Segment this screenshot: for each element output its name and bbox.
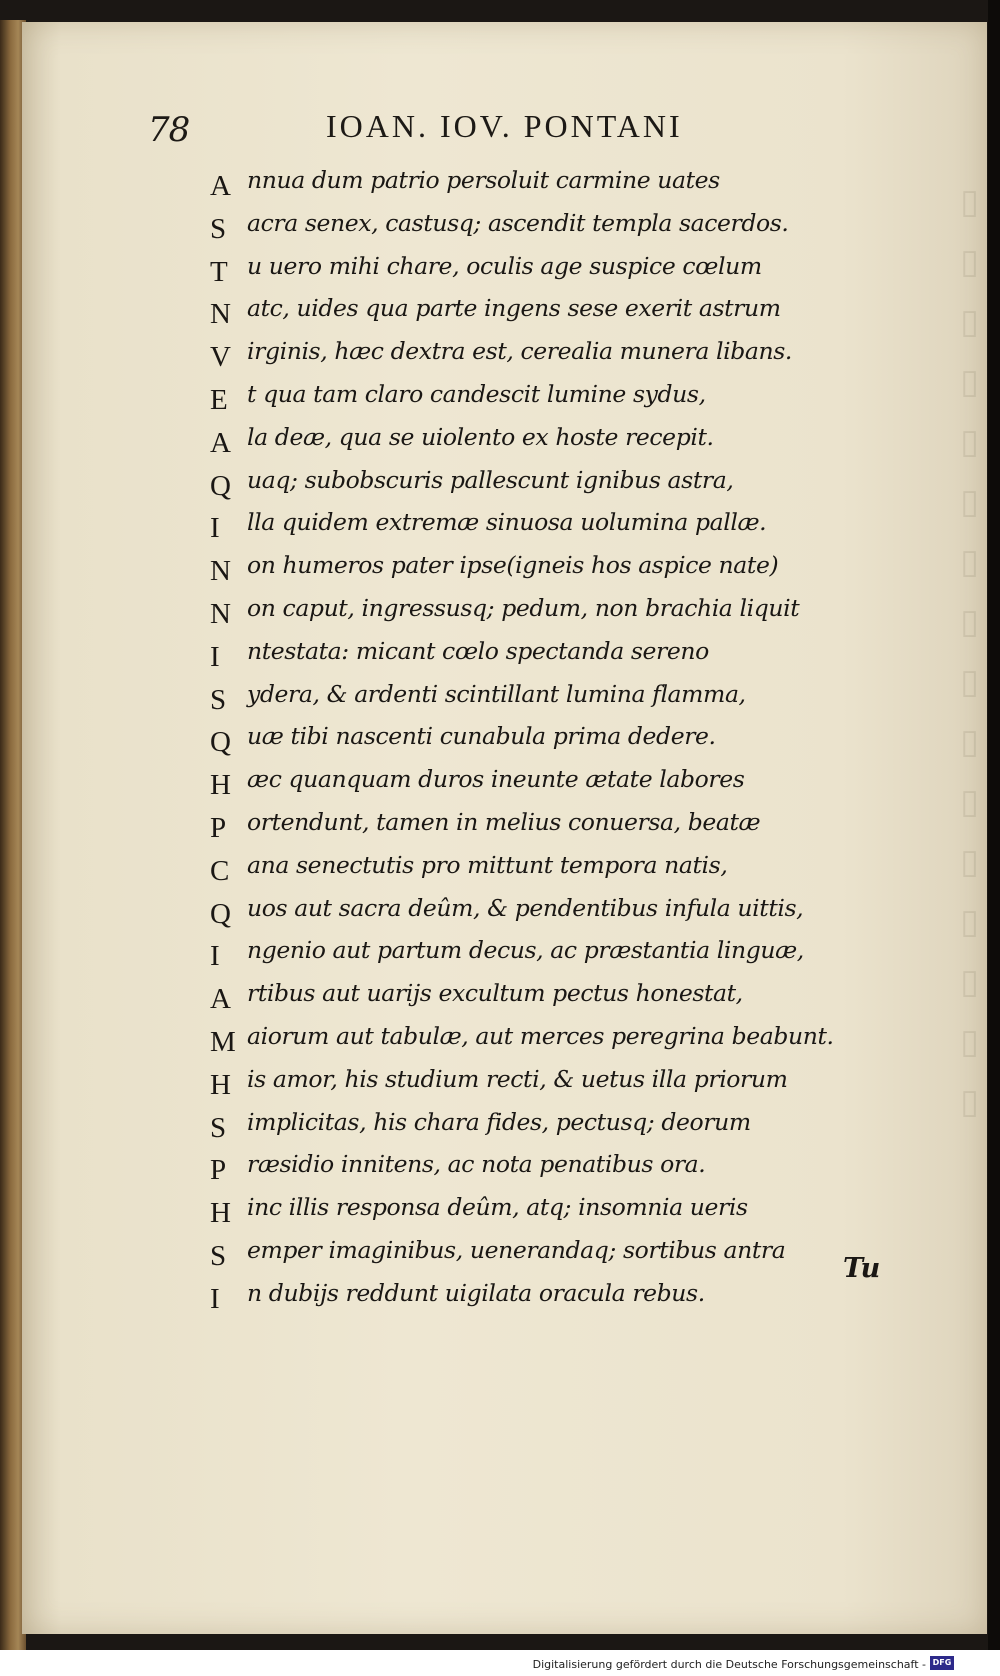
verse-text: aiorum aut tabulæ, aut merces peregrina beabunt. <box>247 1021 834 1050</box>
acrostic-initial: A <box>210 983 231 1016</box>
acrostic-initial: S <box>210 212 227 245</box>
dfg-logo: DFG <box>930 1656 954 1670</box>
acrostic-initial: I <box>210 512 220 545</box>
verse-text: ana senectutis pro mittunt tempora natis, <box>247 850 728 879</box>
verse-text: ræsidio innitens, ac nota penatibus ora. <box>247 1150 706 1179</box>
acrostic-initial: Q <box>210 726 231 759</box>
verse-line <box>210 162 910 205</box>
verse-line <box>210 804 910 847</box>
verse-line <box>210 1232 910 1275</box>
verse-line <box>210 1018 910 1061</box>
page-header <box>148 102 808 152</box>
verse-line <box>210 890 910 933</box>
verse-text: implicitas, his chara fides, pectusq; deorum <box>247 1107 751 1136</box>
verse-line <box>210 504 910 547</box>
running-head: IOAN. IOV. PONTANI <box>326 108 683 144</box>
verse-line <box>210 290 910 333</box>
acrostic-initial: T <box>210 255 228 288</box>
acrostic-initial: P <box>210 1154 227 1187</box>
verse-text: atc, uides qua parte ingens sese exerit astrum <box>247 294 781 323</box>
verse-line <box>210 248 910 291</box>
verse-text: uaq; subobscuris pallescunt ignibus astra, <box>247 465 734 494</box>
footer-bar <box>0 1650 1000 1676</box>
verse-line <box>210 547 910 590</box>
verse-text: emper imaginibus, uenerandaq; sortibus antra <box>247 1235 786 1264</box>
verse-line <box>210 1275 910 1318</box>
verse-text: nnua dum patrio persoluit carmine uates <box>247 166 720 194</box>
acrostic-initial: I <box>210 940 220 973</box>
verse-text: inc illis responsa deûm, atq; insomnia ueris <box>247 1193 748 1222</box>
verse-line <box>210 1061 910 1104</box>
acrostic-initial: E <box>210 383 228 416</box>
funding-credit: Digitalisierung gefördert durch die Deutsche Forschungsgemeinschaft - <box>532 1658 926 1671</box>
verse-text: ydera, & ardenti scintillant lumina flamma, <box>247 679 746 708</box>
verse-text: ngenio aut partum decus, ac præstantia linguæ, <box>247 936 804 965</box>
acrostic-initial: I <box>210 640 220 673</box>
verse-line <box>210 376 910 419</box>
verse-text: rtibus aut uarijs excultum pectus honestat, <box>247 979 743 1008</box>
acrostic-initial: V <box>210 341 231 374</box>
verse-text: uæ tibi nascenti cunabula prima dedere. <box>247 722 716 751</box>
verse-text: is amor, his studium recti, & uetus illa priorum <box>247 1064 788 1093</box>
book-gutter-shadow <box>988 0 1000 1650</box>
verse-line <box>210 419 910 462</box>
verse-text: æc quanquam duros ineunte ætate labores <box>247 765 745 794</box>
verse-line <box>210 205 910 248</box>
acrostic-initial: A <box>210 170 231 202</box>
verse-text: la deæ, qua se uiolento ex hoste recepit. <box>247 422 714 451</box>
show-through-texture: ▯ ▯ ▯ ▯ ▯ ▯ ▯ ▯ ▯ ▯ ▯ ▯ ▯ ▯ ▯ ▯ <box>960 182 979 1122</box>
verse-text: acra senex, castusq; ascendit templa sacerdos. <box>247 208 789 237</box>
verse-text: t qua tam claro candescit lumine sydus, <box>247 379 706 408</box>
verse-line <box>210 333 910 376</box>
verse-text: u uero mihi chare, oculis age suspice cœlum <box>247 251 762 280</box>
acrostic-initial: H <box>210 769 231 802</box>
verse-line <box>210 975 910 1018</box>
verse-text: on humeros pater ipse(igneis hos aspice nate) <box>247 551 779 580</box>
poem-body <box>210 162 910 1318</box>
acrostic-initial: S <box>210 1111 227 1144</box>
acrostic-initial: S <box>210 1239 227 1272</box>
acrostic-initial: H <box>210 1068 231 1101</box>
verse-line <box>210 462 910 505</box>
catchword: Tu <box>843 1253 881 1284</box>
verse-text: n dubijs reddunt uigilata oracula rebus. <box>247 1278 705 1307</box>
acrostic-initial: C <box>210 854 230 887</box>
verse-line <box>210 932 910 975</box>
verse-line <box>210 1189 910 1232</box>
acrostic-initial: A <box>210 426 231 459</box>
verse-line <box>210 761 910 804</box>
page-number: 78 <box>148 110 190 150</box>
acrostic-initial: I <box>210 1282 220 1315</box>
acrostic-initial: P <box>210 811 227 844</box>
verse-text: lla quidem extremæ sinuosa uolumina pallæ. <box>247 508 767 537</box>
verse-text: uos aut sacra deûm, & pendentibus infula uittis, <box>247 893 804 922</box>
verse-line <box>210 1146 910 1189</box>
verse-line <box>210 633 910 676</box>
acrostic-initial: N <box>210 298 231 331</box>
acrostic-initial: S <box>210 683 227 716</box>
acrostic-initial: Q <box>210 897 231 930</box>
acrostic-initial: N <box>210 597 231 630</box>
acrostic-initial: M <box>210 1025 236 1058</box>
verse-text: ortendunt, tamen in melius conuersa, beatæ <box>247 807 761 836</box>
verse-line <box>210 1104 910 1147</box>
verse-text: on caput, ingressusq; pedum, non brachia liquit <box>247 593 800 622</box>
acrostic-initial: H <box>210 1197 231 1230</box>
acrostic-initial: Q <box>210 469 231 502</box>
acrostic-initial: N <box>210 555 231 588</box>
verse-text: irginis, hæc dextra est, cerealia munera libans. <box>247 337 792 366</box>
verse-line <box>210 590 910 633</box>
verse-line <box>210 676 910 719</box>
verse-line <box>210 718 910 761</box>
verse-line <box>210 847 910 890</box>
verse-text: ntestata: micant cœlo spectanda sereno <box>247 636 709 665</box>
